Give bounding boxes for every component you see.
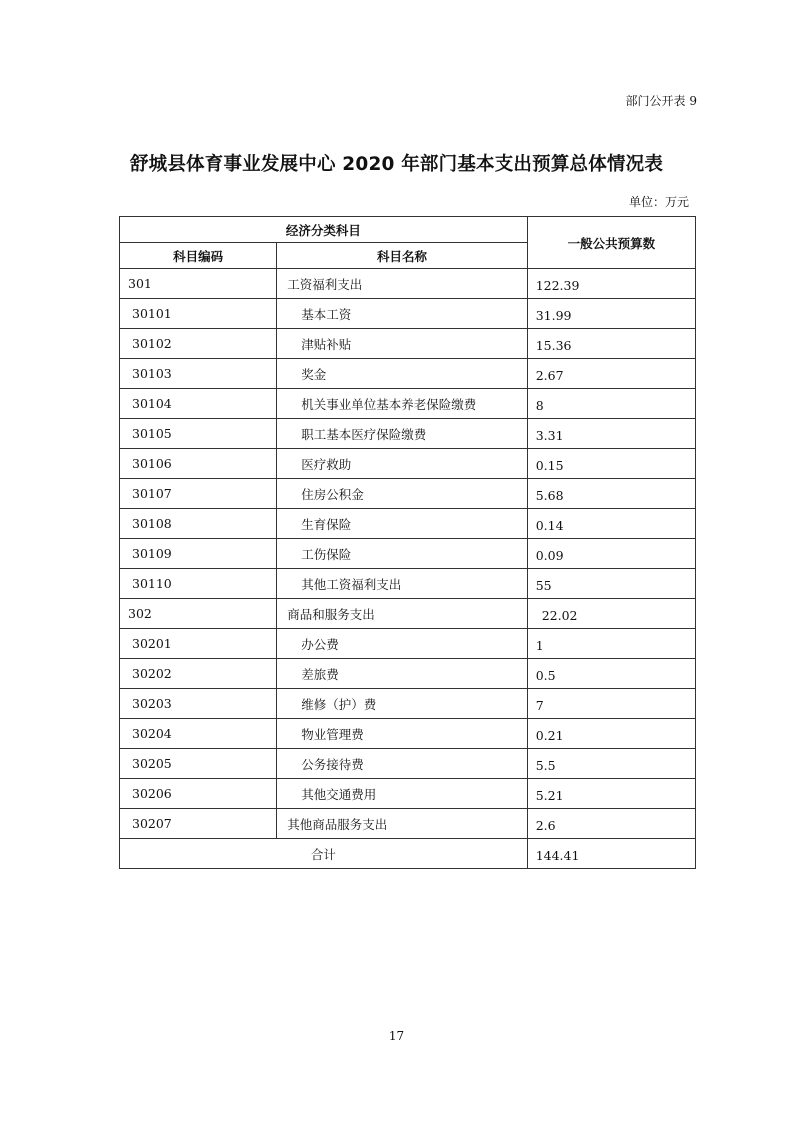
subject-code: 30106 [120,449,277,479]
budget-value: 0.09 [527,539,695,569]
table-row [120,719,696,749]
table-row [120,749,696,779]
budget-value: 5.5 [527,749,695,779]
subject-name: 其他工资福利支出 [277,569,527,599]
subject-code: 302 [120,599,277,629]
header-subject-code: 科目编码 [120,243,277,269]
table-row [120,419,696,449]
budget-value: 2.6 [527,809,695,839]
subject-name: 奖金 [277,359,527,389]
table-row [120,779,696,809]
subject-code: 30108 [120,509,277,539]
table-row [120,689,696,719]
subject-code: 30105 [120,419,277,449]
subject-name: 住房公积金 [277,479,527,509]
subject-name: 公务接待费 [277,749,527,779]
budget-value: 22.02 [527,599,695,629]
subject-code: 30102 [120,329,277,359]
subject-name: 差旅费 [277,659,527,689]
subject-name: 工资福利支出 [277,269,527,299]
page-number: 17 [388,1029,405,1043]
table-row [120,629,696,659]
table-row [120,329,696,359]
subject-name: 生育保险 [277,509,527,539]
subject-name: 职工基本医疗保险缴费 [277,419,527,449]
subject-name: 维修（护）费 [277,689,527,719]
subject-code: 301 [120,269,277,299]
budget-value: 8 [527,389,695,419]
budget-value: 0.21 [527,719,695,749]
budget-value: 2.67 [527,359,695,389]
subject-name: 其他交通费用 [277,779,527,809]
subject-name: 其他商品服务支出 [277,809,527,839]
subject-code: 30206 [120,779,277,809]
subject-name: 津贴补贴 [277,329,527,359]
subject-name: 工伤保险 [277,539,527,569]
budget-value: 1 [527,629,695,659]
subject-code: 30207 [120,809,277,839]
document-label: 部门公开表 9 [625,94,697,108]
budget-table [119,216,696,869]
table-row [120,809,696,839]
table-row [120,359,696,389]
budget-value: 122.39 [527,269,695,299]
subject-code: 30103 [120,359,277,389]
subject-name: 机关事业单位基本养老保险缴费 [277,389,527,419]
subject-name: 基本工资 [277,299,527,329]
subject-code: 30101 [120,299,277,329]
unit-label: 单位：万元 [628,195,689,209]
budget-value: 55 [527,569,695,599]
header-subject-name: 科目名称 [277,243,527,269]
table-row [120,389,696,419]
budget-value: 5.68 [527,479,695,509]
budget-value: 0.15 [527,449,695,479]
subject-code: 30205 [120,749,277,779]
budget-value: 31.99 [527,299,695,329]
subject-code: 30202 [120,659,277,689]
table-row [120,659,696,689]
subject-code: 30201 [120,629,277,659]
subject-name: 商品和服务支出 [277,599,527,629]
budget-value: 15.36 [527,329,695,359]
table-row [120,269,696,299]
header-economic-classification: 经济分类科目 [120,217,528,243]
total-label: 合计 [120,839,528,869]
budget-value: 5.21 [527,779,695,809]
subject-code: 30107 [120,479,277,509]
subject-name: 物业管理费 [277,719,527,749]
total-row [120,839,696,869]
subject-code: 30203 [120,689,277,719]
subject-code: 30104 [120,389,277,419]
table-row [120,539,696,569]
table-row [120,509,696,539]
budget-value: 0.14 [527,509,695,539]
table-row [120,479,696,509]
header-general-budget: 一般公共预算数 [527,217,695,269]
budget-value: 3.31 [527,419,695,449]
page-title: 舒城县体育事业发展中心 2020 年部门基本支出预算总体情况表 [129,154,664,175]
subject-name: 医疗救助 [277,449,527,479]
subject-name: 办公费 [277,629,527,659]
subject-code: 30110 [120,569,277,599]
budget-value: 7 [527,689,695,719]
subject-code: 30204 [120,719,277,749]
table-row [120,449,696,479]
table-row [120,599,696,629]
table-row [120,299,696,329]
budget-value: 0.5 [527,659,695,689]
total-value: 144.41 [527,839,695,869]
table-row [120,569,696,599]
subject-code: 30109 [120,539,277,569]
